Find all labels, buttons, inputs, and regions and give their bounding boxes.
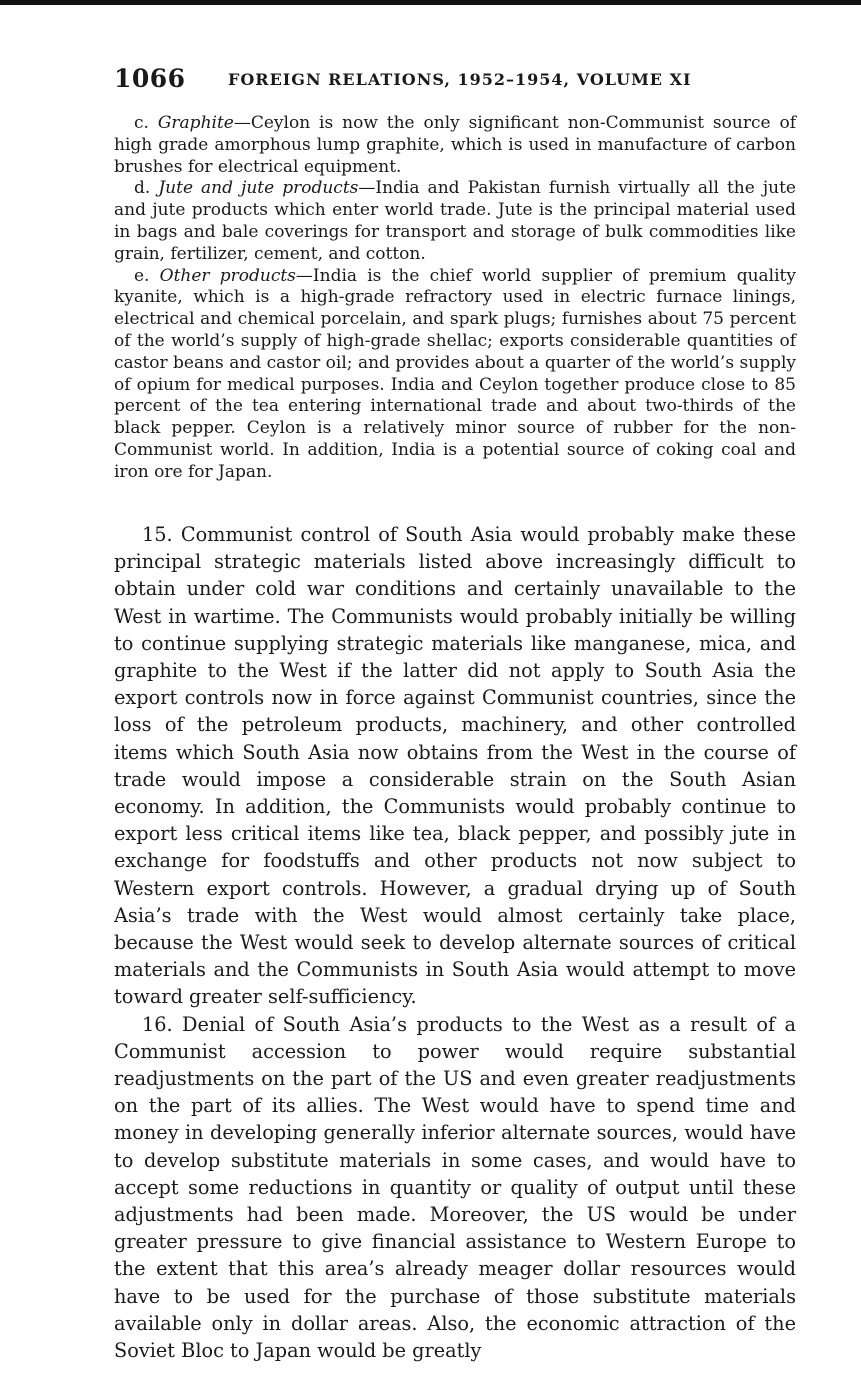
paragraph-15: 15. Communist control of South Asia would probably make these principal strategic materials listed above increasingly difficult to obtain under cold war conditions and certainly unavailable to the West in wartime. The Communists would probably initially be willing to continue supplying strategic materials like manganese, mica, and graphite to the West if the latter did not apply to South Asia the export controls now in force against Communist countries, since the loss of the petroleum products, machinery, and other controlled items which South Asia now obtains from the West in the course of trade would impose a considerable strain on the South Asian economy. In addition, the Communists would probably continue to export less critical items like tea, black pepper, and possibly jute in exchange for foodstuffs and other products not now subject to Western export controls. However, a gradual drying up of South Asia’s trade with the West would almost certainly take place, because the West would seek to develop alternate sources of critical materials and the Communists in South Asia would attempt to move toward greater self-sufficiency.	[114, 523, 796, 1009]
item-heading: Graphite	[157, 113, 234, 133]
item-label: e.	[134, 265, 160, 286]
item-other-products	[114, 266, 796, 484]
top-border-rule	[0, 0, 861, 5]
page-header	[114, 62, 796, 96]
item-graphite	[114, 113, 796, 178]
item-heading: Other products	[159, 265, 296, 286]
item-label: d.	[134, 178, 159, 199]
paragraph-16: 16. Denial of South Asia’s products to the West as a result of a Communist accession to power would require substantial readjustments on the part of the US and even greater readjustments on the part of its allies. The West would have to spend time and money in developing generally inferior alternate sources, would have to develop substitute materials in some cases, and would have to accept some reductions in quantity or quality of output until these adjustments had been made. Moreover, the US would be under greater pressure to give financial assistance to Western Europe to the extent that this area’s already meager dollar resources would have to be used for the purchase of those substitute materials available only in dollar areas. Also, the economic attraction of the Soviet Bloc to Japan would be greatly	[114, 1012, 796, 1363]
item-text: —India and Pakistan furnish virtually all the jute and jute products which enter world trade. Jute is the principal material used in bags and bale coverings for transport and storage of bulk commodities like grain, fertilizer, cement, and cotton.	[114, 178, 796, 264]
item-jute	[114, 178, 796, 265]
item-text: —India is the chief world supplier of premium quality kyanite, which is a high-grade refractory used in electric furnace linings, electrical and chemical porcelain, and spark plugs; furnishes about 75 percent of the world’s supply of high-grade shellac; exports considerable quantities of castor beans and castor oil; and provides about a quarter of the world’s supply of opium for medical purposes. India and Ceylon together produce close to 85 percent of the tea entering international trade and about two-thirds of the black pepper. Ceylon is a relatively minor source of rubber for the non-Communist world. In addition, India is a potential source of coking coal and iron ore for Japan.	[114, 265, 796, 482]
body-text	[114, 521, 796, 1364]
item-label: c.	[134, 113, 158, 133]
page-number: 1066	[114, 64, 186, 93]
item-heading: Jute and jute products	[158, 178, 359, 199]
item-text: —Ceylon is now the only significant non-Communist source of high grade amorphous lump graphite, which is used in manufacture of carbon brushes for electrical equipment.	[114, 113, 796, 177]
materials-list	[114, 113, 796, 484]
running-head: FOREIGN RELATIONS, 1952–1954, VOLUME XI	[228, 70, 692, 89]
